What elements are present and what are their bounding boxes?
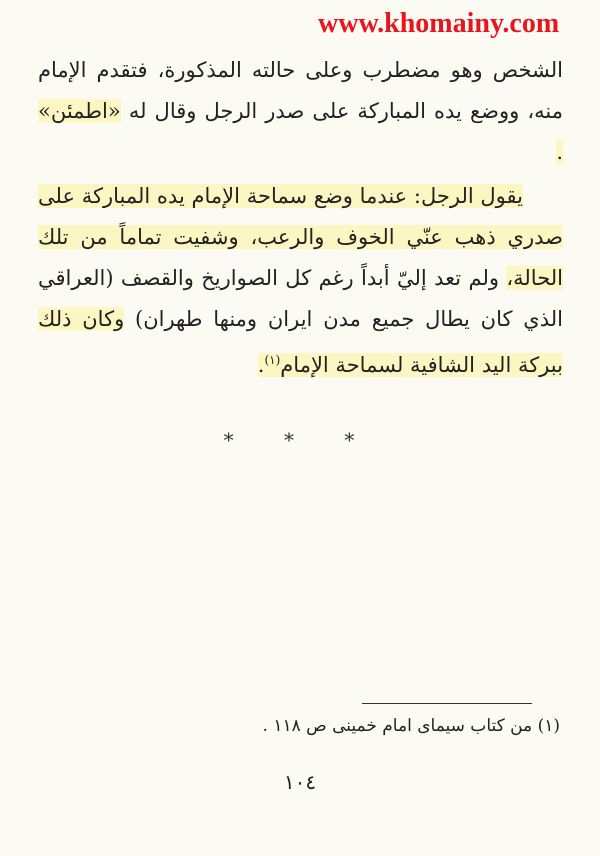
footnote: (١) من كتاب سيماى امام خمينى ص ١١٨ . (262, 716, 560, 736)
page-number: ١٠٤ (283, 770, 317, 794)
website-url: www.khomainy.com (318, 8, 560, 39)
paragraph-1-text: الشخص وهو مضطرب وعلى حالته المذكورة، فتقدم الإمام منه، ووضع يده المباركة على صدر الرجل وقال له (38, 58, 563, 123)
highlight-1: يقول الرجل: عندما وضع سماحة الإمام يده المباركة على صدري ذهب عنّي الخوف والرعب، وشفيت تماماً من تلك الحالة، (38, 184, 563, 290)
paragraph-2 (38, 176, 563, 386)
section-separator: * * * (223, 428, 377, 452)
paragraph-2-end: . (257, 353, 265, 377)
quote-highlight: «اطمئن» . (38, 99, 563, 164)
paragraph-1 (38, 50, 563, 173)
footnote-rule (362, 703, 532, 704)
paragraph-2-text: ولم تعد إليّ أبداً رغم كل الصواريخ والقصف (العراقي الذي كان يطال جميع مدن ايران ومنها طهران) (38, 266, 563, 331)
footnote-ref: (١) (264, 353, 281, 367)
highlight-2-text: وكان ذلك ببركة اليد الشافية لسماحة الإمام (38, 307, 563, 377)
